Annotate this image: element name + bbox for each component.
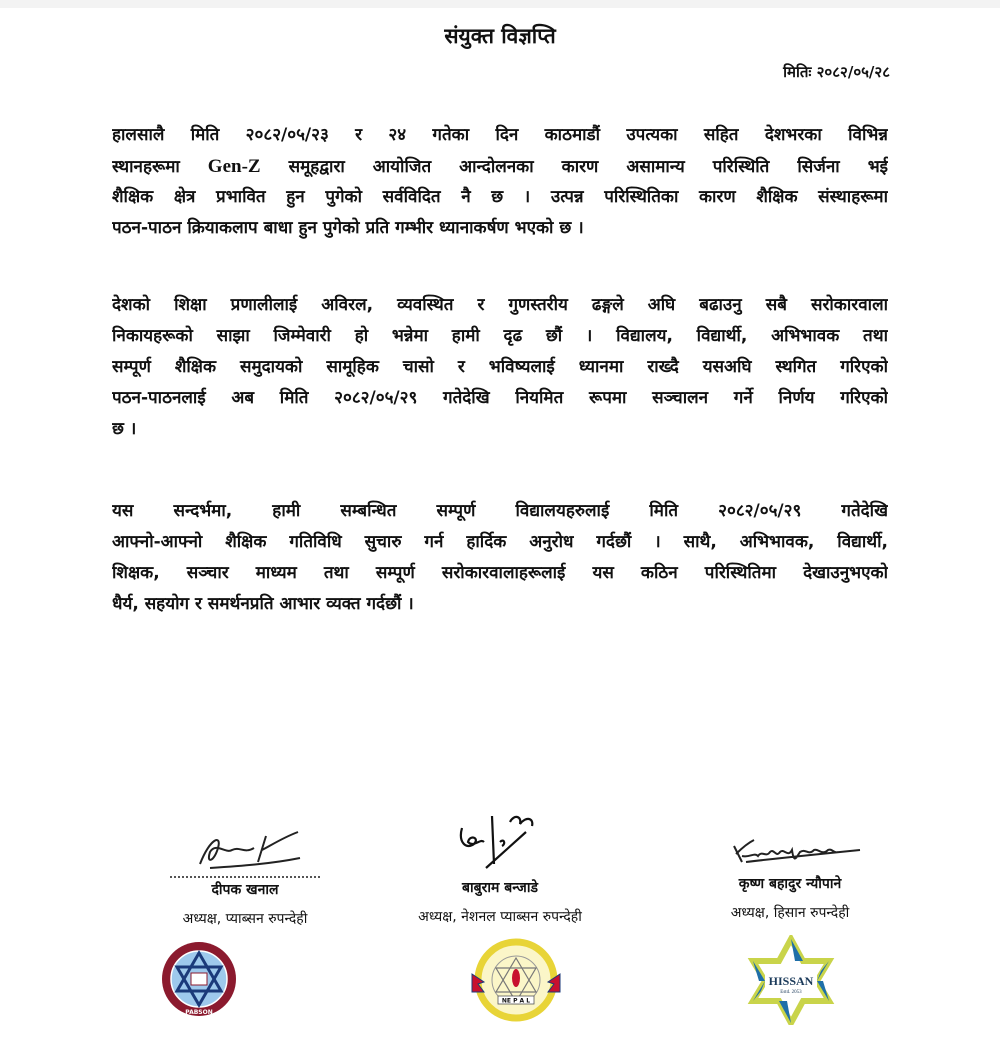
pabson-logo-icon — [160, 940, 238, 1018]
paragraph-line: स्थानहरूमा Gen-Z समूहद्वारा आयोजित आन्दोलनका कारण असामान्य परिस्थिति सिर्जना भई — [112, 156, 888, 177]
document-date: मितिः २०८२/०५/२८ — [783, 63, 890, 81]
paragraph-line: धैर्य, सहयोग र समर्थनप्रति आभार व्यक्त गर्दछौं । — [112, 594, 414, 614]
national-pabson-logo-icon — [470, 938, 562, 1022]
signatory-2 — [380, 808, 620, 926]
signatory-role: अध्यक्ष, प्याब्सन रुपन्देही — [182, 911, 308, 927]
signatory-name: बाबुराम बन्जाडे — [462, 880, 538, 896]
paragraph-line: शिक्षक, सञ्चार माध्यम तथा सम्पूर्ण सरोकारवालाहरूलाई यस कठिन परिस्थितिमा देखाउनुभएको — [112, 563, 888, 583]
paragraph-line: आफ्नो-आफ्नो शैक्षिक गतिविधि सुचारु गर्न हार्दिक अनुरोध गर्दछौं । साथै, अभिभावक, विद्यार्थी, — [112, 532, 888, 552]
hissan-logo-text: HISSAN — [768, 974, 814, 988]
paragraph-line: हालसालै मिति २०८२/०५/२३ र २४ गतेका दिन काठमाडौं उपत्यका सहित देशभरका विभिन्न — [112, 125, 888, 145]
signatory-name: कृष्ण बहादुर न्यौपाने — [738, 876, 842, 892]
paragraph-line: सम्पूर्ण शैक्षिक समुदायको सामूहिक चासो र भविष्यलाई ध्यानमा राख्दै यसअघि स्थगित गरिएको — [112, 357, 888, 377]
svg-text:PABSON: PABSON — [185, 1009, 213, 1016]
paragraph-line: पठन-पाठन क्रियाकलाप बाधा हुन पुगेको प्रति गम्भीर ध्यानाकर्षण भएको छ । — [112, 218, 584, 238]
paragraph-2 — [112, 290, 888, 445]
paragraph-line: शैक्षिक क्षेत्र प्रभावित हुन पुगेको सर्वविदित नै छ । उत्पन्न परिस्थितिका कारण शैक्षिक संस्थाहरूमा — [112, 187, 888, 207]
signatory-role: अध्यक्ष, नेशनल प्याब्सन रुपन्देही — [418, 909, 582, 925]
paragraph-line: पठन-पाठनलाई अब मिति २०८२/०५/२९ गतेदेखि नियमित रूपमा सञ्चालन गर्ने निर्णय गरिएको — [112, 388, 888, 408]
handwritten-signature-2 — [440, 808, 560, 872]
handwritten-signature-3 — [710, 828, 870, 868]
signatory-name: दीपक खनाल — [211, 882, 279, 898]
hissan-logo-subtext: Estd. 2053 — [780, 990, 802, 995]
signatory-role: अध्यक्ष, हिसान रुपन्देही — [730, 905, 850, 921]
scan-top-edge — [0, 0, 1000, 8]
document-title: संयुक्त विज्ञप्ति — [444, 24, 556, 48]
paragraph-1 — [112, 120, 888, 244]
hissan-logo-icon — [745, 935, 837, 1025]
svg-text:NE P A L: NE P A L — [501, 997, 531, 1005]
signatory-1 — [120, 828, 370, 928]
paragraph-line: निकायहरूको साझा जिम्मेवारी हो भन्नेमा हामी दृढ छौं । विद्यालय, विद्यार्थी, अभिभावक तथा — [112, 326, 888, 346]
handwritten-signature-1 — [170, 828, 320, 872]
signature-line — [170, 876, 320, 878]
paragraph-3 — [112, 496, 888, 620]
paragraph-line: देशको शिक्षा प्रणालीलाई अविरल, व्यवस्थित र गुणस्तरीय ढङ्गले अघि बढाउनु सबै सरोकारवाला — [112, 295, 888, 315]
paragraph-line: यस सन्दर्भमा, हामी सम्बन्धित सम्पूर्ण विद्यालयहरुलाई मिति २०८२/०५/२९ गतेदेखि — [112, 501, 888, 521]
paragraph-line: छ । — [112, 419, 137, 439]
gen-z-term: Gen-Z — [207, 156, 261, 177]
signatory-3 — [680, 828, 900, 922]
